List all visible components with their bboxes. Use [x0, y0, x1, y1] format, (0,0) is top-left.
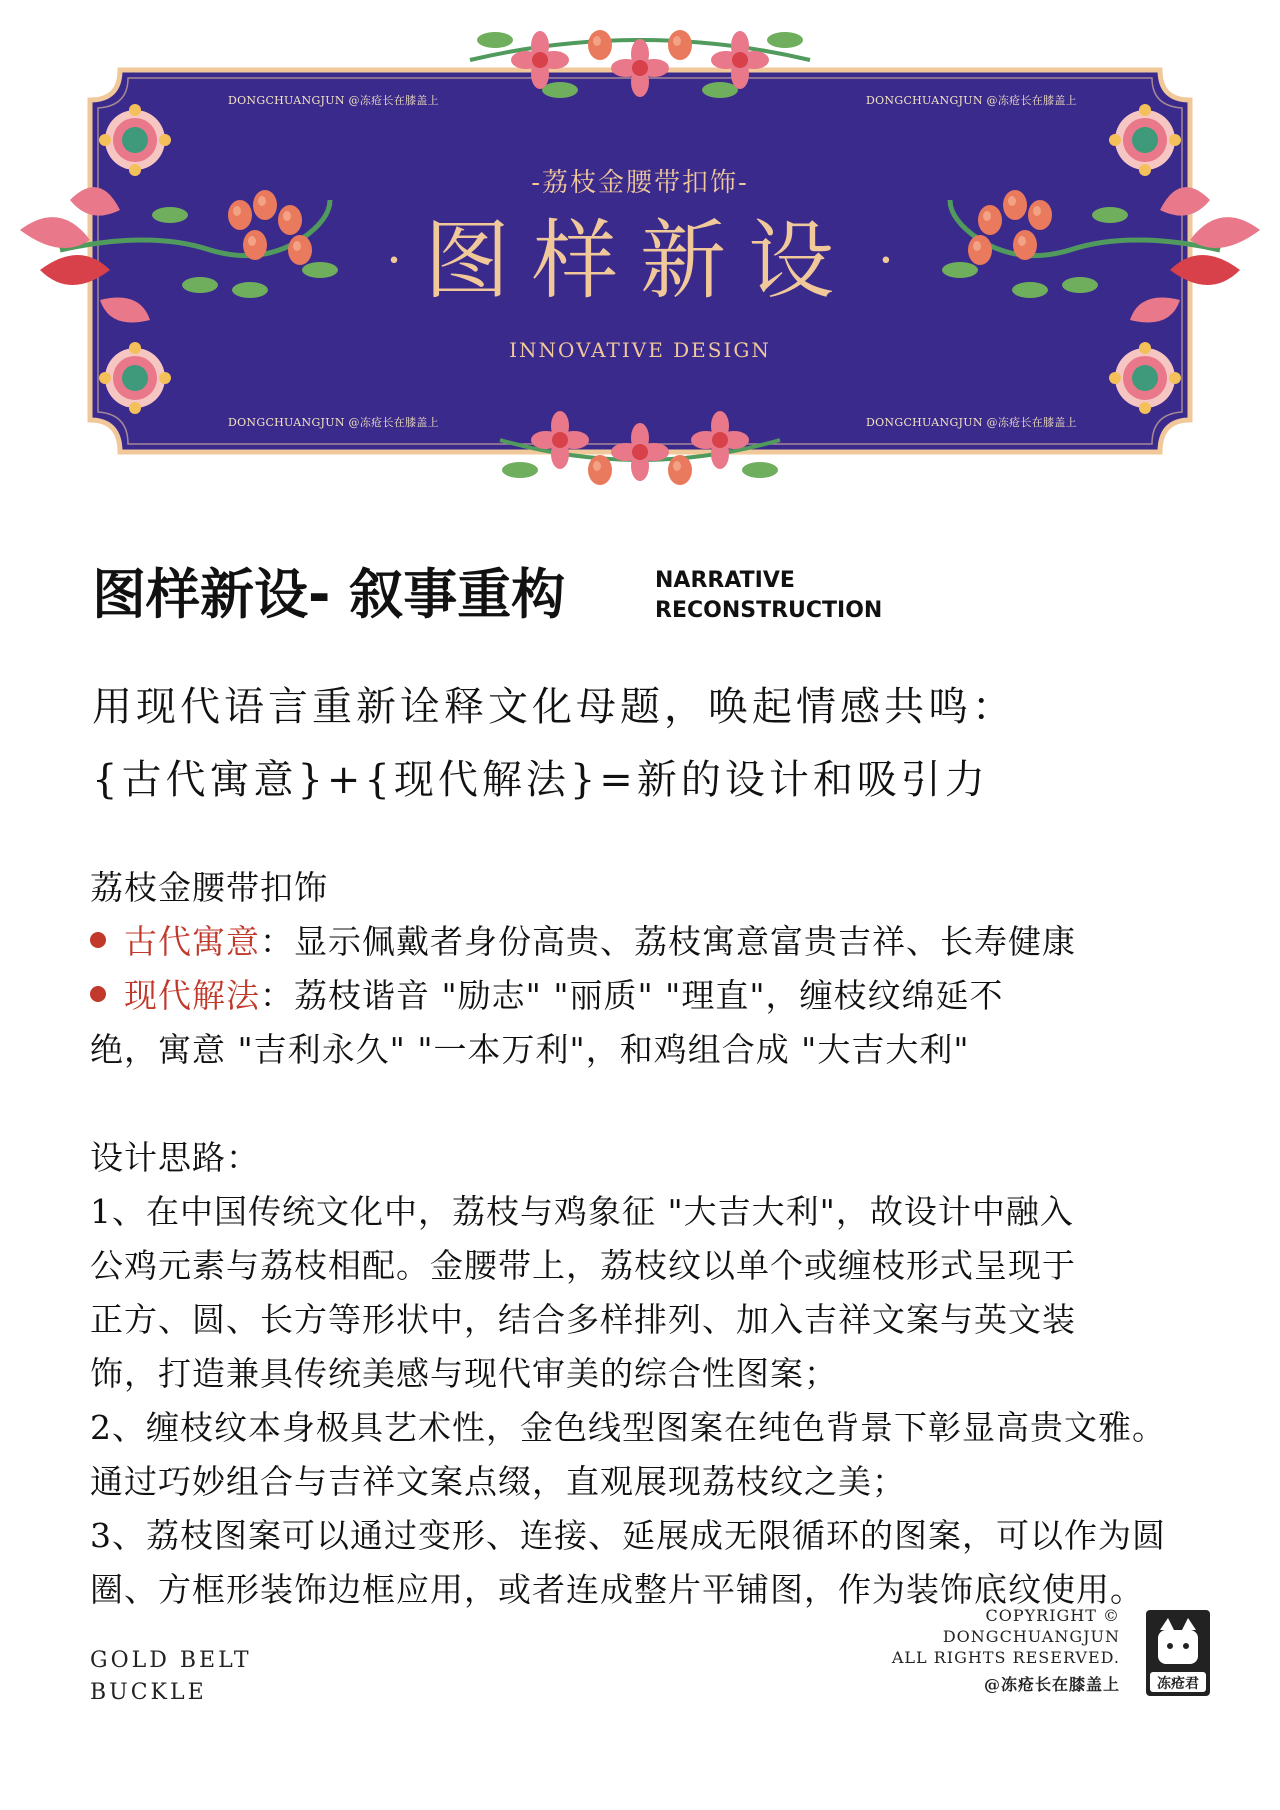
logo-text: 冻疮君 [1157, 1676, 1199, 1692]
banner-title-row [0, 211, 1280, 311]
copyright-handle: @冻疮长在膝盖上 [983, 1675, 1120, 1694]
copyright-line-2: DONGCHUANGJUN [942, 1627, 1120, 1646]
intro-line-2: {古代寓意}+{现代解法}=新的设计和吸引力 [92, 757, 989, 803]
design-line: 正方、圆、长方等形状中，结合多样排列、加入吉祥文案与英文装 [90, 1300, 1076, 1339]
bullet-icon [90, 986, 106, 1002]
details-heading: 荔枝金腰带扣饰 [90, 868, 328, 907]
title-dot-right: · [878, 230, 894, 289]
design-line: 2、缠枝纹本身极具艺术性，金色线型图案在纯色背景下彰显高贵文雅。 [90, 1408, 1166, 1447]
section-english-title [655, 566, 882, 626]
cat-logo [1146, 1610, 1210, 1696]
section-title: 图样新设- 叙事重构 [92, 563, 566, 626]
intro-line-1: 用现代语言重新诠释文化母题，唤起情感共鸣： [92, 684, 1016, 730]
banner-english-title: INNOVATIVE DESIGN [509, 338, 771, 362]
header-banner [0, 0, 1280, 500]
design-line: 1、在中国传统文化中，荔枝与鸡象征 "大吉大利"，故设计中融入 [90, 1192, 1074, 1231]
modern-solution-row [90, 970, 1004, 1017]
modern-solution-text: ：荔枝谐音 "励志" "丽质" "理直"，缠枝纹绵延不 [260, 976, 1004, 1015]
banner-title: 图样新设 [424, 211, 856, 311]
watermark-top-left: DONGCHUANGJUN @冻疮长在膝盖上 [228, 94, 439, 107]
design-heading: 设计思路： [90, 1138, 260, 1177]
modern-solution-text-2: 绝，寓意 "吉利永久" "一本万利"，和鸡组合成 "大吉大利" [90, 1030, 970, 1069]
design-line: 3、荔枝图案可以通过变形、连接、延展成无限循环的图案，可以作为圆 [90, 1516, 1166, 1555]
copyright-line-3: ALL RIGHTS RESERVED. [891, 1648, 1120, 1667]
modern-solution-label: 现代解法 [124, 976, 260, 1015]
title-dot-left: · [386, 230, 402, 289]
ancient-meaning-row [90, 916, 1076, 963]
banner-subtitle: -荔枝金腰带扣饰- [531, 168, 749, 198]
watermark-bottom-left: DONGCHUANGJUN @冻疮长在膝盖上 [228, 416, 439, 429]
section-english-line2: RECONSTRUCTION [655, 598, 883, 623]
footer-english-line1: GOLD BELT [90, 1648, 252, 1673]
ancient-meaning-label: 古代寓意 [124, 922, 260, 961]
bullet-icon [90, 932, 106, 948]
section-english-line1: NARRATIVE [655, 568, 795, 593]
watermark-top-right: DONGCHUANGJUN @冻疮长在膝盖上 [866, 94, 1077, 107]
copyright-block [892, 1605, 1120, 1695]
design-line: 圈、方框形装饰边框应用，或者连成整片平铺图，作为装饰底纹使用。 [90, 1570, 1144, 1609]
design-line: 饰，打造兼具传统美感与现代审美的综合性图案； [90, 1354, 838, 1393]
watermark-bottom-right: DONGCHUANGJUN @冻疮长在膝盖上 [866, 416, 1077, 429]
design-line: 通过巧妙组合与吉祥文案点缀，直观展现荔枝纹之美； [90, 1462, 906, 1501]
footer-english-line2: BUCKLE [90, 1680, 207, 1705]
design-line: 公鸡元素与荔枝相配。金腰带上，荔枝纹以单个或缠枝形式呈现于 [90, 1246, 1076, 1285]
copyright-line-1: COPYRIGHT © [985, 1606, 1120, 1625]
ancient-meaning-text: ：显示佩戴者身份高贵、荔枝寓意富贵吉祥、长寿健康 [260, 922, 1076, 961]
